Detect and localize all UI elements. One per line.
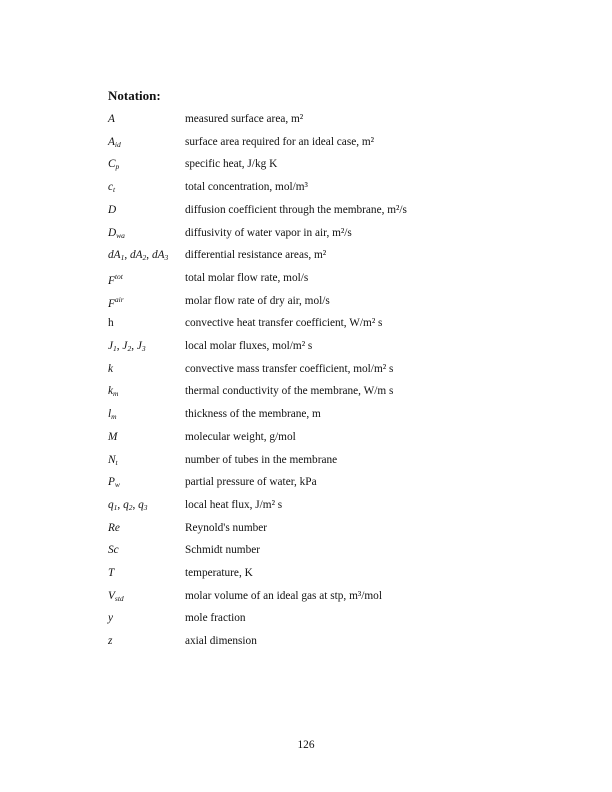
symbol-subscript: 2 xyxy=(128,502,133,512)
symbol-base: M xyxy=(108,430,118,443)
notation-symbol xyxy=(108,476,120,489)
symbol-base: dA xyxy=(108,249,121,262)
notation-description: temperature, K xyxy=(185,567,253,579)
symbol-base: V xyxy=(108,589,115,602)
symbol-base: Re xyxy=(108,521,120,534)
notation-description: number of tubes in the membrane xyxy=(185,453,338,466)
notation-description: axial dimension xyxy=(185,635,257,648)
notation-symbol xyxy=(108,612,113,624)
symbol-subscript: std xyxy=(114,593,124,603)
symbol-subscript: 3 xyxy=(164,253,169,263)
symbol-subscript: w xyxy=(114,480,120,490)
notation-symbol: $J_1$, $J_2$, $J_3$ xyxy=(108,340,146,353)
notation-symbol xyxy=(108,204,116,216)
notation-description: differential resistance areas, m² xyxy=(185,249,327,262)
symbol-base: dA xyxy=(129,249,143,262)
symbol-base: dA xyxy=(151,249,165,262)
symbol-base: Sc xyxy=(108,544,119,557)
notation-symbol xyxy=(108,181,115,194)
notation-symbol xyxy=(108,113,115,125)
notation-description: specific heat, J/kg K xyxy=(185,158,278,171)
symbol-base: A xyxy=(108,113,115,125)
symbol-subscript: 3 xyxy=(141,344,146,353)
notation-description: local heat flux, J/m² s xyxy=(185,498,283,511)
symbol-base: D xyxy=(108,226,117,239)
symbol-base: T xyxy=(108,567,115,579)
notation-symbol xyxy=(108,544,119,556)
notation-description: Schmidt number xyxy=(185,544,260,557)
notation-description: measured surface area, m² xyxy=(185,113,304,125)
symbol-base: J xyxy=(136,340,142,352)
notation-description: total concentration, mol/m³ xyxy=(185,181,308,194)
symbol-subscript: 3 xyxy=(143,502,148,512)
symbol-base: F xyxy=(108,297,115,310)
notation-heading: Notation: xyxy=(108,88,161,103)
notation-description: molar volume of an ideal gas at stp, m³/mol xyxy=(185,589,382,602)
notation-symbol: $dA_1$, $dA_2$, $dA_3$ xyxy=(108,249,169,263)
notation-symbol xyxy=(108,158,119,171)
symbol-subscript: t xyxy=(115,457,118,467)
notation-symbol xyxy=(108,136,121,149)
symbol-base: k xyxy=(108,385,114,398)
notation-symbol xyxy=(108,635,112,647)
notation-description: thickness of the membrane, m xyxy=(185,408,321,421)
symbol-subscript: 1 xyxy=(120,253,125,263)
notation-description: diffusivity of water vapor in air, m²/s xyxy=(185,226,352,239)
symbol-base: y xyxy=(108,612,114,625)
notation-description: diffusion coefficient through the membrane, m²/s xyxy=(185,203,407,216)
symbol-base: D xyxy=(108,203,117,216)
notation-description: surface area required for an ideal case, m² xyxy=(185,135,375,148)
symbol-base: P xyxy=(108,476,115,489)
symbol-base: q xyxy=(123,498,129,511)
symbol-subscript: id xyxy=(114,139,121,149)
symbol-base: C xyxy=(108,158,116,171)
notation-symbol xyxy=(108,522,120,534)
symbol-base: h xyxy=(108,317,114,330)
notation-symbol xyxy=(108,227,125,240)
symbol-base: q xyxy=(138,498,144,511)
notation-description: total molar flow rate, mol/s xyxy=(185,271,309,284)
notation-symbol xyxy=(108,408,117,421)
page-number: 126 xyxy=(297,739,315,751)
symbol-subscript: wa xyxy=(116,230,125,240)
notation-symbol xyxy=(108,363,113,375)
notation-symbol xyxy=(108,385,118,398)
notation-description: local molar fluxes, mol/m² s xyxy=(185,340,313,352)
notation-description: thermal conductivity of the membrane, W/m s xyxy=(185,385,394,398)
symbol-base: c xyxy=(108,181,114,194)
symbol-subscript: 1 xyxy=(113,344,117,353)
symbol-subscript: 1 xyxy=(113,502,118,512)
symbol-base: J xyxy=(122,340,128,352)
notation-description: convective mass transfer coefficient, mol/m² s xyxy=(185,362,394,375)
notation-description: molecular weight, g/mol xyxy=(185,430,296,443)
notation-description: molar flow rate of dry air, mol/s xyxy=(185,294,330,307)
notation-symbol xyxy=(108,431,117,443)
notation-description: convective heat transfer coefficient, W/m² s xyxy=(185,317,383,330)
symbol-base: A xyxy=(108,135,115,148)
symbol-subscript: t xyxy=(113,185,116,195)
symbol-base: q xyxy=(108,498,114,511)
notation-symbol xyxy=(108,295,124,310)
notation-description: Reynold's number xyxy=(185,521,268,534)
notation-symbol xyxy=(108,567,114,579)
notation-symbol xyxy=(108,590,124,603)
symbol-base: z xyxy=(108,635,113,648)
symbol-base: F xyxy=(108,274,115,287)
notation-symbol xyxy=(108,272,123,287)
symbol-superscript: air xyxy=(114,294,124,304)
symbol-superscript: tot xyxy=(114,271,123,281)
notation-description: partial pressure of water, kPa xyxy=(185,476,317,489)
symbol-subscript: 2 xyxy=(142,253,147,263)
symbol-base: k xyxy=(108,362,114,375)
notation-symbol xyxy=(108,454,118,467)
symbol-subscript: m xyxy=(113,389,119,399)
symbol-base: J xyxy=(108,340,114,352)
notation-description: mole fraction xyxy=(185,612,246,625)
symbol-base: N xyxy=(108,453,116,466)
symbol-subscript: m xyxy=(111,412,117,422)
symbol-subscript: p xyxy=(115,162,120,172)
notation-symbol xyxy=(108,317,114,329)
symbol-base: l xyxy=(108,408,112,421)
symbol-subscript: 2 xyxy=(127,344,132,353)
notation-symbol: $q_1$, $q_2$, $q_3$ xyxy=(108,498,148,512)
